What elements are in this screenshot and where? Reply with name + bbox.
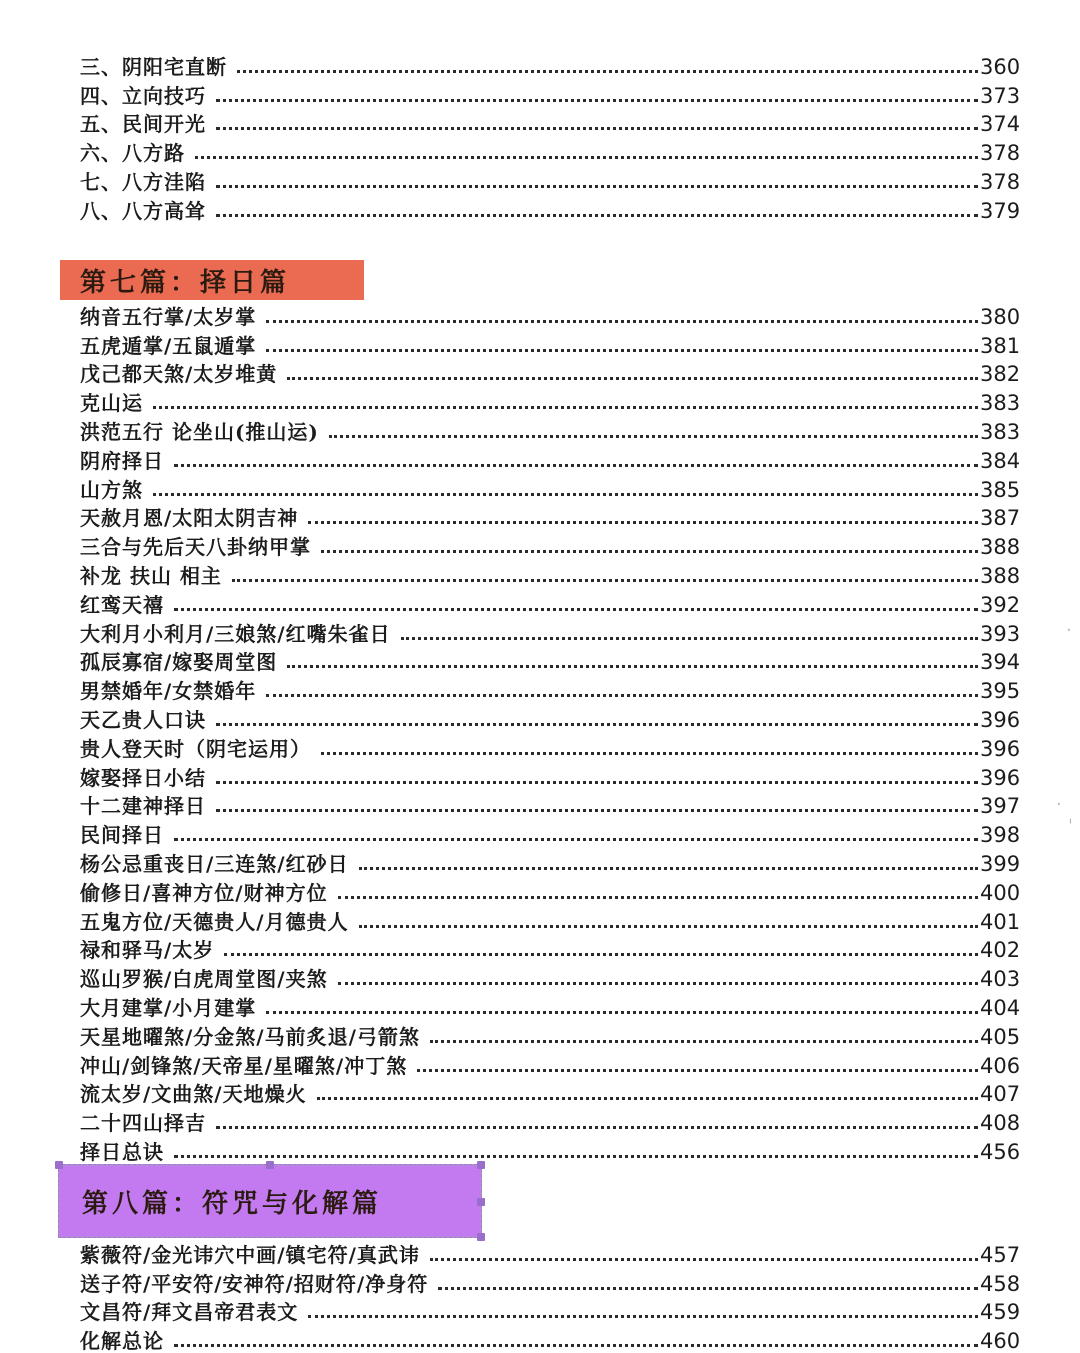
- toc-entry-title: 补龙 扶山 相主: [80, 563, 222, 588]
- section-heading-text: 第七篇：择日篇: [80, 267, 291, 298]
- toc-entry[interactable]: [80, 962, 1020, 991]
- toc-page-number: 458: [980, 1271, 1021, 1296]
- selection-handle-top-right[interactable]: [477, 1161, 485, 1169]
- toc-dot-leader: [401, 637, 978, 640]
- toc-entry[interactable]: [80, 1267, 1020, 1296]
- toc-entry[interactable]: [80, 847, 1020, 876]
- page-edge-mark: ·: [1056, 794, 1062, 815]
- section-heading-text: 第八篇：符咒与化解篇: [82, 1188, 383, 1219]
- toc-entry-title: 文昌符/拜文昌帝君表文: [80, 1300, 299, 1325]
- toc-entry-title: 民间择日: [80, 823, 164, 848]
- toc-entry[interactable]: [80, 1296, 1020, 1325]
- toc-dot-leader: [216, 185, 978, 188]
- toc-entry[interactable]: [80, 194, 1020, 223]
- toc-dot-leader: [195, 156, 978, 159]
- toc-entry[interactable]: [80, 386, 1020, 415]
- toc-entry-title: 七、八方洼陷: [80, 169, 206, 194]
- toc-page-number: 397: [980, 794, 1021, 819]
- toc-page-number: 457: [980, 1242, 1021, 1267]
- toc-entry[interactable]: [80, 530, 1020, 559]
- toc-entry[interactable]: [80, 300, 1020, 329]
- toc-dot-leader: [174, 608, 978, 611]
- toc-entry[interactable]: [80, 108, 1020, 137]
- toc-dot-leader: [224, 953, 978, 956]
- toc-dot-leader: [232, 579, 978, 582]
- toc-entry[interactable]: [80, 1106, 1020, 1135]
- toc-entry-title: 十二建神择日: [80, 794, 206, 819]
- toc-entry[interactable]: [80, 358, 1020, 387]
- toc-entry-title: 五虎遁掌/五鼠遁掌: [80, 333, 257, 358]
- toc-page-number: 396: [980, 707, 1021, 732]
- toc-dot-leader: [338, 896, 978, 899]
- toc-entry[interactable]: [80, 473, 1020, 502]
- section-heading-8[interactable]: [58, 1164, 482, 1238]
- toc-page-number: 378: [980, 141, 1021, 166]
- toc-page-number: 360: [980, 54, 1021, 79]
- toc-entry[interactable]: [80, 1020, 1020, 1049]
- toc-entry-title: 戊己都天煞/太岁堆黄: [80, 362, 278, 387]
- toc-entry-title: 大利月小利月/三娘煞/红嘴朱雀日: [80, 621, 391, 646]
- toc-page-number: 382: [980, 362, 1021, 387]
- toc-dot-leader: [153, 406, 978, 409]
- toc-entry[interactable]: [80, 934, 1020, 963]
- toc-entry-title: 三、阴阳宅直断: [80, 54, 227, 79]
- toc-page-number: 399: [980, 851, 1021, 876]
- toc-dot-leader: [266, 694, 978, 697]
- selection-handle-top-center[interactable]: [266, 1161, 274, 1169]
- toc-entry[interactable]: [80, 1324, 1020, 1353]
- toc-page-number: 395: [980, 679, 1021, 704]
- toc-dot-leader: [153, 493, 978, 496]
- toc-entry[interactable]: [80, 136, 1020, 165]
- toc-entry-title: 六、八方路: [80, 141, 185, 166]
- toc-dot-leader: [216, 214, 978, 217]
- toc-page-number: 383: [980, 391, 1021, 416]
- toc-entry-title: 嫁娶择日小结: [80, 765, 206, 790]
- toc-entry[interactable]: [80, 617, 1020, 646]
- toc-entry[interactable]: [80, 703, 1020, 732]
- toc-entry[interactable]: [80, 646, 1020, 675]
- toc-dot-leader: [338, 982, 978, 985]
- toc-entry-title: 紫薇符/金光讳穴中画/镇宅符/真武讳: [80, 1242, 420, 1267]
- toc-entry-title: 天赦月恩/太阳太阴吉神: [80, 506, 299, 531]
- toc-dot-leader: [216, 99, 978, 102]
- toc-entry-title: 山方煞: [80, 477, 143, 502]
- toc-dot-leader: [174, 1344, 978, 1347]
- toc-dot-leader: [321, 752, 978, 755]
- toc-dot-leader: [430, 1040, 978, 1043]
- toc-page-number: 373: [980, 83, 1021, 108]
- selection-handle-top-left[interactable]: [55, 1161, 63, 1169]
- toc-entry-title: 克山运: [80, 391, 143, 416]
- page-edge-mark: ·: [1066, 620, 1072, 641]
- toc-dot-leader: [417, 1069, 978, 1072]
- toc-page-number: 378: [980, 169, 1021, 194]
- toc-entry-title: 男禁婚年/女禁婚年: [80, 679, 257, 704]
- toc-page-number: 388: [980, 535, 1021, 560]
- toc-dot-leader: [216, 1126, 978, 1129]
- toc-dot-leader: [308, 521, 978, 524]
- selection-handle-middle-right[interactable]: [477, 1198, 485, 1206]
- toc-entry-title: 洪范五行 论坐山(推山运): [80, 419, 319, 444]
- toc-dot-leader: [359, 867, 978, 870]
- toc-page-number: 405: [980, 1024, 1021, 1049]
- toc-dot-leader: [174, 838, 978, 841]
- toc-entry[interactable]: [80, 1049, 1020, 1078]
- toc-entry[interactable]: [80, 1078, 1020, 1107]
- toc-page-number: 384: [980, 448, 1021, 473]
- toc-page-number: 374: [980, 112, 1021, 137]
- toc-dot-leader: [237, 70, 978, 73]
- toc-list-section-8: [80, 1238, 1020, 1353]
- toc-dot-leader: [329, 435, 978, 438]
- toc-dot-leader: [216, 809, 978, 812]
- toc-entry-title: 化解总论: [80, 1329, 164, 1353]
- toc-entry-title: 孤辰寡宿/嫁娶周堂图: [80, 650, 278, 675]
- toc-entry-title: 四、立向技巧: [80, 83, 206, 108]
- toc-page-number: 379: [980, 198, 1021, 223]
- toc-dot-leader: [266, 1011, 978, 1014]
- toc-entry[interactable]: [80, 79, 1020, 108]
- toc-dot-leader: [174, 1155, 978, 1158]
- toc-page-number: 460: [980, 1329, 1021, 1353]
- toc-dot-leader: [216, 723, 978, 726]
- toc-list-section-7: [80, 300, 1020, 1164]
- toc-page-number: 406: [980, 1053, 1021, 1078]
- toc-page-number: 398: [980, 823, 1021, 848]
- toc-page-number: 388: [980, 563, 1021, 588]
- toc-dot-leader: [287, 665, 978, 668]
- toc-dot-leader: [359, 925, 978, 928]
- toc-dot-leader: [174, 464, 978, 467]
- toc-entry[interactable]: [80, 1238, 1020, 1267]
- toc-page-number: 408: [980, 1111, 1021, 1136]
- toc-entry-title: 流太岁/文曲煞/天地燥火: [80, 1082, 307, 1107]
- toc-entry-title: 择日总诀: [80, 1139, 164, 1164]
- toc-entry-title: 禄和驿马/太岁: [80, 938, 215, 963]
- toc-entry[interactable]: [80, 991, 1020, 1020]
- toc-page-number: 403: [980, 967, 1021, 992]
- section-heading-7: [60, 260, 364, 300]
- toc-entry-title: 贵人登天时（阴宅运用）: [80, 736, 311, 761]
- toc-entry-title: 冲山/剑锋煞/天帝星/星曜煞/冲丁煞: [80, 1053, 408, 1078]
- toc-dot-leader: [266, 320, 978, 323]
- toc-entry[interactable]: [80, 165, 1020, 194]
- toc-entry-title: 五、民间开光: [80, 112, 206, 137]
- toc-page-number: 404: [980, 995, 1021, 1020]
- toc-dot-leader: [430, 1258, 978, 1261]
- toc-entry[interactable]: [80, 559, 1020, 588]
- toc-page-number: 456: [980, 1139, 1021, 1164]
- toc-entry[interactable]: [80, 818, 1020, 847]
- toc-page-number: 459: [980, 1300, 1021, 1325]
- toc-entry-title: 偷修日/喜神方位/财神方位: [80, 880, 328, 905]
- toc-page-number: 383: [980, 419, 1021, 444]
- toc-entry-title: 巡山罗猴/白虎周堂图/夹煞: [80, 967, 328, 992]
- toc-entry[interactable]: [80, 1135, 1020, 1164]
- toc-page-number: 393: [980, 621, 1021, 646]
- toc-entry[interactable]: [80, 50, 1020, 79]
- toc-entry-title: 红鸾天禧: [80, 592, 164, 617]
- toc-page-number: 396: [980, 765, 1021, 790]
- toc-entry-title: 纳音五行掌/太岁掌: [80, 304, 257, 329]
- toc-dot-leader: [216, 127, 978, 130]
- toc-entry[interactable]: [80, 329, 1020, 358]
- toc-entry[interactable]: [80, 588, 1020, 617]
- toc-entry-title: 二十四山择吉: [80, 1111, 206, 1136]
- toc-page-number: 396: [980, 736, 1021, 761]
- toc-dot-leader: [216, 781, 978, 784]
- toc-page-number: 380: [980, 304, 1021, 329]
- toc-entry[interactable]: [80, 876, 1020, 905]
- toc-dot-leader: [317, 1097, 978, 1100]
- page-edge-mark: ˈ: [1068, 816, 1073, 837]
- toc-entry-title: 五鬼方位/天德贵人/月德贵人: [80, 909, 349, 934]
- toc-entry-title: 三合与先后天八卦纳甲掌: [80, 535, 311, 560]
- toc-entry[interactable]: [80, 674, 1020, 703]
- toc-entry-title: 杨公忌重丧日/三连煞/红砂日: [80, 851, 349, 876]
- toc-entry[interactable]: [80, 790, 1020, 819]
- toc-page-number: 381: [980, 333, 1021, 358]
- toc-entry-title: 阴府择日: [80, 448, 164, 473]
- toc-page-number: 394: [980, 650, 1021, 675]
- toc-entry[interactable]: [80, 905, 1020, 934]
- toc-dot-leader: [266, 349, 978, 352]
- toc-page-number: 392: [980, 592, 1021, 617]
- toc-page-number: 401: [980, 909, 1021, 934]
- toc-page-number: 400: [980, 880, 1021, 905]
- toc-entry[interactable]: [80, 502, 1020, 531]
- toc-entry[interactable]: [80, 732, 1020, 761]
- toc-entry-title: 天乙贵人口诀: [80, 707, 206, 732]
- toc-entry[interactable]: [80, 761, 1020, 790]
- toc-entry[interactable]: [80, 444, 1020, 473]
- toc-entry-title: 八、八方高耸: [80, 198, 206, 223]
- toc-page-number: 407: [980, 1082, 1021, 1107]
- toc-page-number: 402: [980, 938, 1021, 963]
- toc-dot-leader: [321, 550, 978, 553]
- toc-list-pre: [80, 50, 1020, 223]
- toc-dot-leader: [308, 1315, 978, 1318]
- toc-page-number: 387: [980, 506, 1021, 531]
- toc-page-number: 385: [980, 477, 1021, 502]
- toc-entry-title: 大月建掌/小月建掌: [80, 995, 257, 1020]
- toc-entry[interactable]: [80, 415, 1020, 444]
- toc-dot-leader: [287, 377, 978, 380]
- toc-entry-title: 送子符/平安符/安神符/招财符/净身符: [80, 1271, 429, 1296]
- toc-dot-leader: [438, 1287, 978, 1290]
- toc-entry-title: 天星地曜煞/分金煞/马前炙退/弓箭煞: [80, 1024, 420, 1049]
